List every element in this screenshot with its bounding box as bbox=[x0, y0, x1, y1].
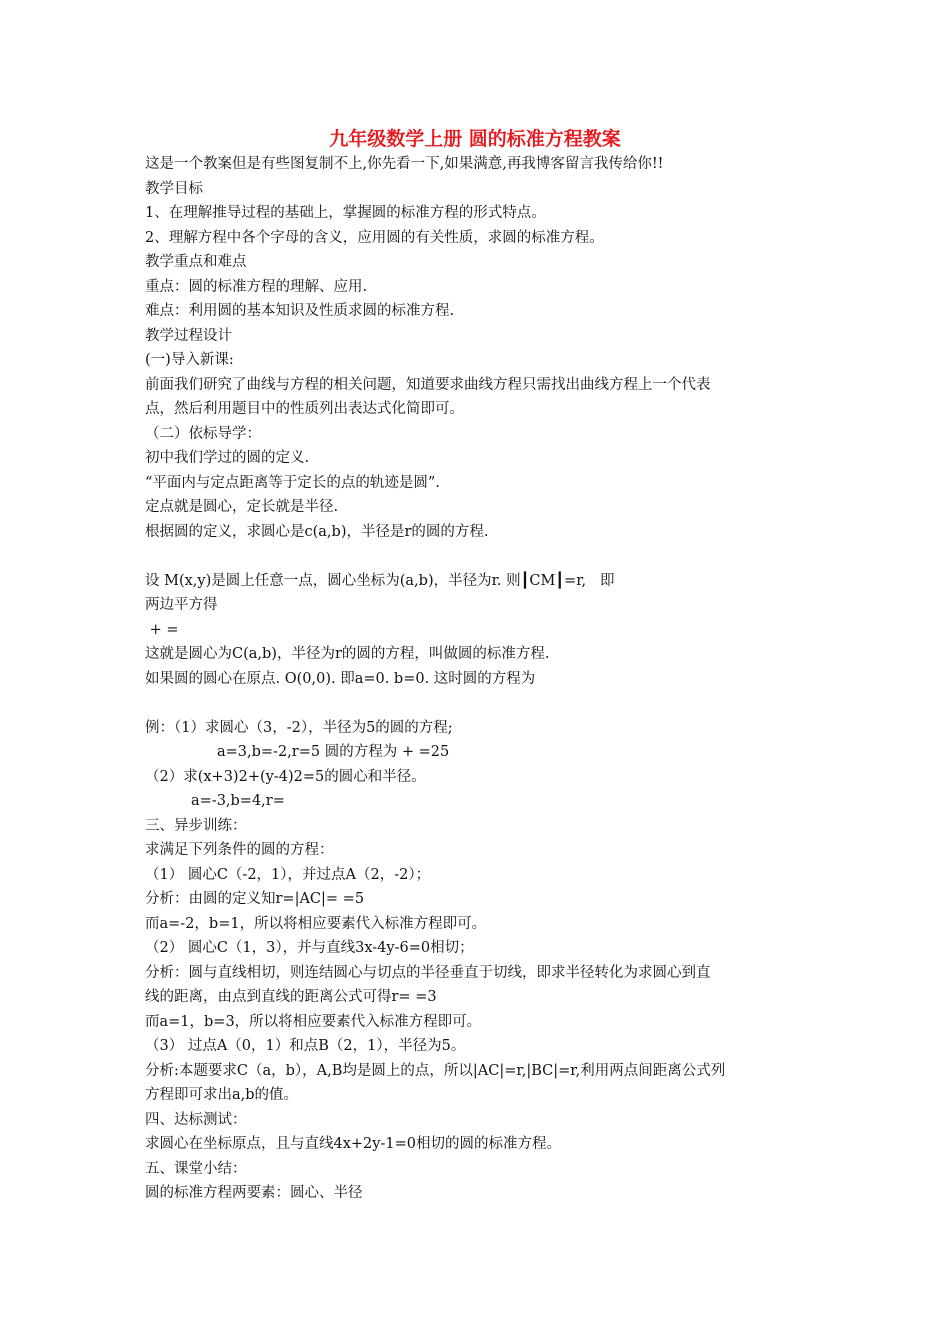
document-title: 九年级数学上册 圆的标准方程教案 bbox=[329, 128, 621, 150]
example-1: 例：（1）求圆心（3，-2），半径为5的圆的方程; bbox=[145, 719, 453, 736]
circle-definition-quote: “平面内与定点距离等于定长的点的轨迹是圆”. bbox=[145, 474, 440, 491]
exercise-3: （3） 过点A（0，1）和点B（2，1），半径为5。 bbox=[145, 1038, 466, 1054]
exercise-1: （1） 圆心C（-2，1），并过点A（2，-2）； bbox=[145, 866, 431, 883]
blank-line bbox=[145, 691, 815, 716]
heading-test: 四、达标测试： bbox=[145, 1111, 247, 1128]
equation-line: + = bbox=[145, 621, 179, 638]
heading-process-design: 教学过程设计 bbox=[145, 327, 232, 344]
exercise-1-analysis: 而a=-2，b=1，所以将相应要素代入标准方程即可。 bbox=[145, 915, 487, 932]
section-intro: (一)导入新课: bbox=[145, 352, 234, 368]
derivation-line: 设 M(x,y)是圆上任意一点，圆心坐标为(a,b)，半径为r. 则┃CM┃=r, 即 bbox=[145, 572, 615, 589]
blank-line bbox=[145, 544, 815, 569]
summary-text: 圆的标准方程两要素：圆心、半径 bbox=[145, 1185, 363, 1201]
exercise-3-analysis: 分析:本题要求C（a，b），A,B均是圆上的点，所以|AC|=r,|BC|=r,利用两点间距离公式列 bbox=[145, 1062, 726, 1079]
difficult-point: 难点：利用圆的基本知识及性质求圆的标准方程. bbox=[145, 303, 455, 319]
exercise-2-analysis: 而a=1，b=3，所以将相应要素代入标准方程即可。 bbox=[145, 1013, 482, 1030]
key-point: 重点：圆的标准方程的理解、应用. bbox=[145, 278, 368, 295]
test-question: 求圆心在坐标原点，且与直线4x+2y-1=0相切的圆的标准方程。 bbox=[145, 1136, 561, 1152]
exercise-2-analysis: 分析：圆与直线相切，则连结圆心与切点的半径垂直于切线，即求半径转化为求圆心到直 bbox=[145, 964, 711, 981]
example-2: （2）求(x+3)2+(y-4)2=5的圆心和半径。 bbox=[145, 768, 426, 785]
paragraph-line: 求满足下列条件的圆的方程： bbox=[145, 842, 334, 858]
derivation-line: 两边平方得 bbox=[145, 597, 218, 613]
example-2-solution: a=-3,b=4,r= bbox=[191, 793, 285, 809]
exercise-1-analysis: 分析：由圆的定义知r=|AC|= =5 bbox=[145, 891, 365, 907]
paragraph-line: 如果圆的圆心在原点. O(0,0). 即a=0. b=0. 这时圆的方程为 bbox=[145, 670, 536, 687]
goal-item-1: 1、在理解推导过程的基础上，掌握圆的标准方程的形式特点。 bbox=[145, 205, 546, 221]
goal-item-2: 2、理解方程中各个字母的含义，应用圆的有关性质，求圆的标准方程。 bbox=[145, 229, 604, 246]
heading-summary: 五、课堂小结： bbox=[145, 1160, 247, 1177]
section-guided-learning: （二）依标导学： bbox=[145, 425, 261, 442]
paragraph-line: 根据圆的定义，求圆心是c(a,b)，半径是r的圆的方程. bbox=[145, 523, 489, 540]
exercise-2-analysis: 线的距离，由点到直线的距离公式可得r= =3 bbox=[145, 989, 437, 1005]
paragraph-line: 点，然后利用题目中的性质列出表达式化简即可。 bbox=[145, 401, 464, 417]
paragraph-line: 定点就是圆心，定长就是半径. bbox=[145, 499, 339, 515]
exercise-3-analysis: 方程即可求出a,b的值。 bbox=[145, 1087, 299, 1103]
paragraph-line: 这就是圆心为C(a,b)，半径为r的圆的方程，叫做圆的标准方程. bbox=[145, 646, 550, 662]
heading-key-points: 教学重点和难点 bbox=[145, 254, 247, 270]
document-body bbox=[145, 152, 815, 1206]
heading-teaching-goals: 教学目标 bbox=[145, 180, 203, 197]
paragraph-line: 初中我们学过的圆的定义. bbox=[145, 450, 310, 466]
example-1-solution: a=3,b=-2,r=5 圆的方程为 + =25 bbox=[217, 744, 450, 760]
intro-note: 这是一个教案但是有些图复制不上,你先看一下,如果满意,再我博客留言我传给你!! bbox=[145, 156, 664, 172]
exercise-2: （2） 圆心C（1，3），并与直线3x-4y-6=0相切； bbox=[145, 940, 474, 956]
heading-practice: 三、异步训练： bbox=[145, 817, 247, 834]
paragraph-line: 前面我们研究了曲线与方程的相关问题，知道要求曲线方程只需找出曲线方程上一个代表 bbox=[145, 376, 711, 393]
